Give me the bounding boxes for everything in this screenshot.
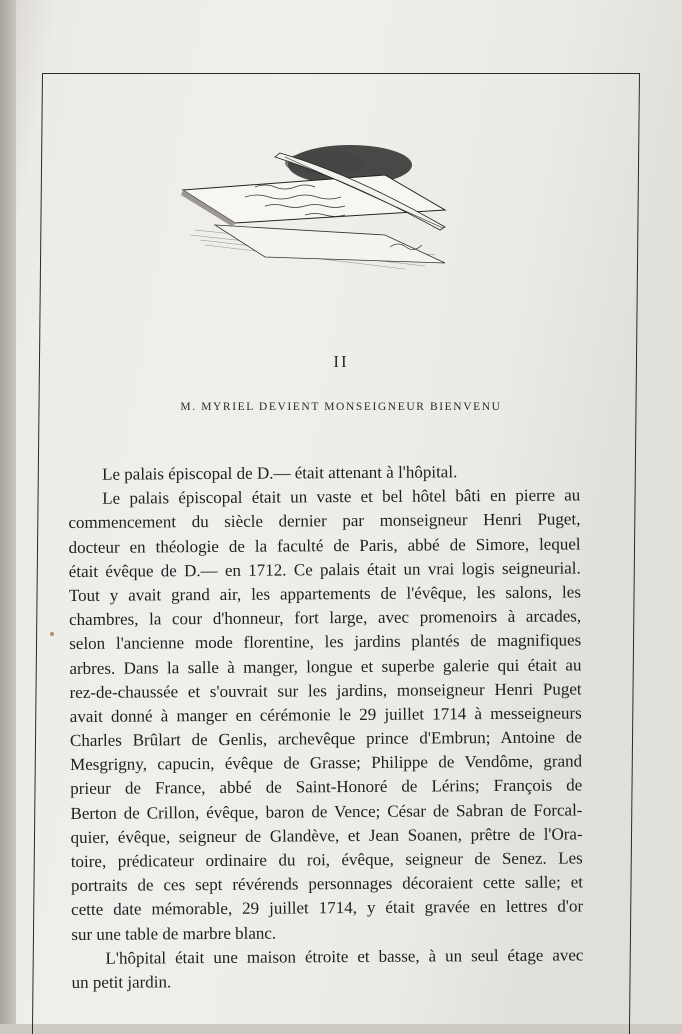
text-line: sur une table de marbre blanc. [71, 923, 277, 944]
text-line: chambres, la cour d'honneur, fort large, avec promenoirs à arcades, [69, 606, 582, 630]
text-line: Berton de Crillon, évêque, baron de Vence; César de Sabran de Forcal- [70, 800, 583, 823]
text-line: Mesgrigny, capucin, évêque de Grasse; Philippe de Vendôme, grand [70, 751, 583, 775]
text-line: quier, évêque, seigneur de Glandève, et Jean Soanen, prêtre de l'Ora- [70, 824, 583, 847]
text-line: Charles Brûlart de Genlis, archevêque prince d'Embrun; Antoine de [69, 727, 582, 751]
book-binding-edge [0, 0, 16, 1024]
text-line: portraits de ces sept révérends personnages décoraient cette salle; et [70, 872, 584, 896]
chapter-number: II [333, 352, 349, 371]
text-line: avait donné à manger en cérémonie le 29 juillet 1714 à messeigneurs [69, 703, 582, 726]
text-line: Le palais épiscopal de D.— était attenant à l'hôpital. [102, 462, 458, 484]
text-line: arbres. Dans la salle à manger, longue et superbe galerie qui était au [69, 654, 582, 678]
text-line: Le palais épiscopal était un vaste et bel hôtel bâti en pierre au [102, 485, 581, 508]
text-line: commencement du siècle dernier par monseigneur Henri Puget, [68, 509, 581, 533]
text-line: prieur de France, abbé de Saint-Honoré de Lérins; François de [70, 775, 583, 799]
text-line: cette date mémorable, 29 juillet 1714, y était gravée en lettres d'or [71, 896, 584, 920]
text-line: toire, prédicateur ordinaire du roi, évêque, seigneur de Senez. Les [70, 848, 583, 871]
text-line: Tout y avait grand air, les appartements de l'évêque, les salons, les [68, 582, 581, 605]
text-line: rez-de-chaussée et s'ouvrait sur les jardins, monseigneur Henri Puget [69, 679, 582, 702]
chapter-title: M. MYRIEL DEVIENT MONSEIGNEUR BIENVENU [180, 401, 502, 413]
text-line: était évêque de D.— en 1712. Ce palais était un vrai logis seigneurial. [68, 558, 581, 581]
chapter-body [68, 459, 584, 995]
text-line: docteur en théologie de la faculté de Paris, abbé de Simore, lequel [68, 533, 581, 557]
text-line: un petit jardin. [71, 972, 172, 992]
text-line: L'hôpital était une maison étroite et basse, à un seul étage avec [105, 945, 584, 968]
text-line: selon l'ancienne mode florentine, les jardins plantés de magnifiques [69, 630, 582, 654]
letters-and-quill-illustration [175, 135, 455, 275]
ink-speck [50, 632, 54, 636]
